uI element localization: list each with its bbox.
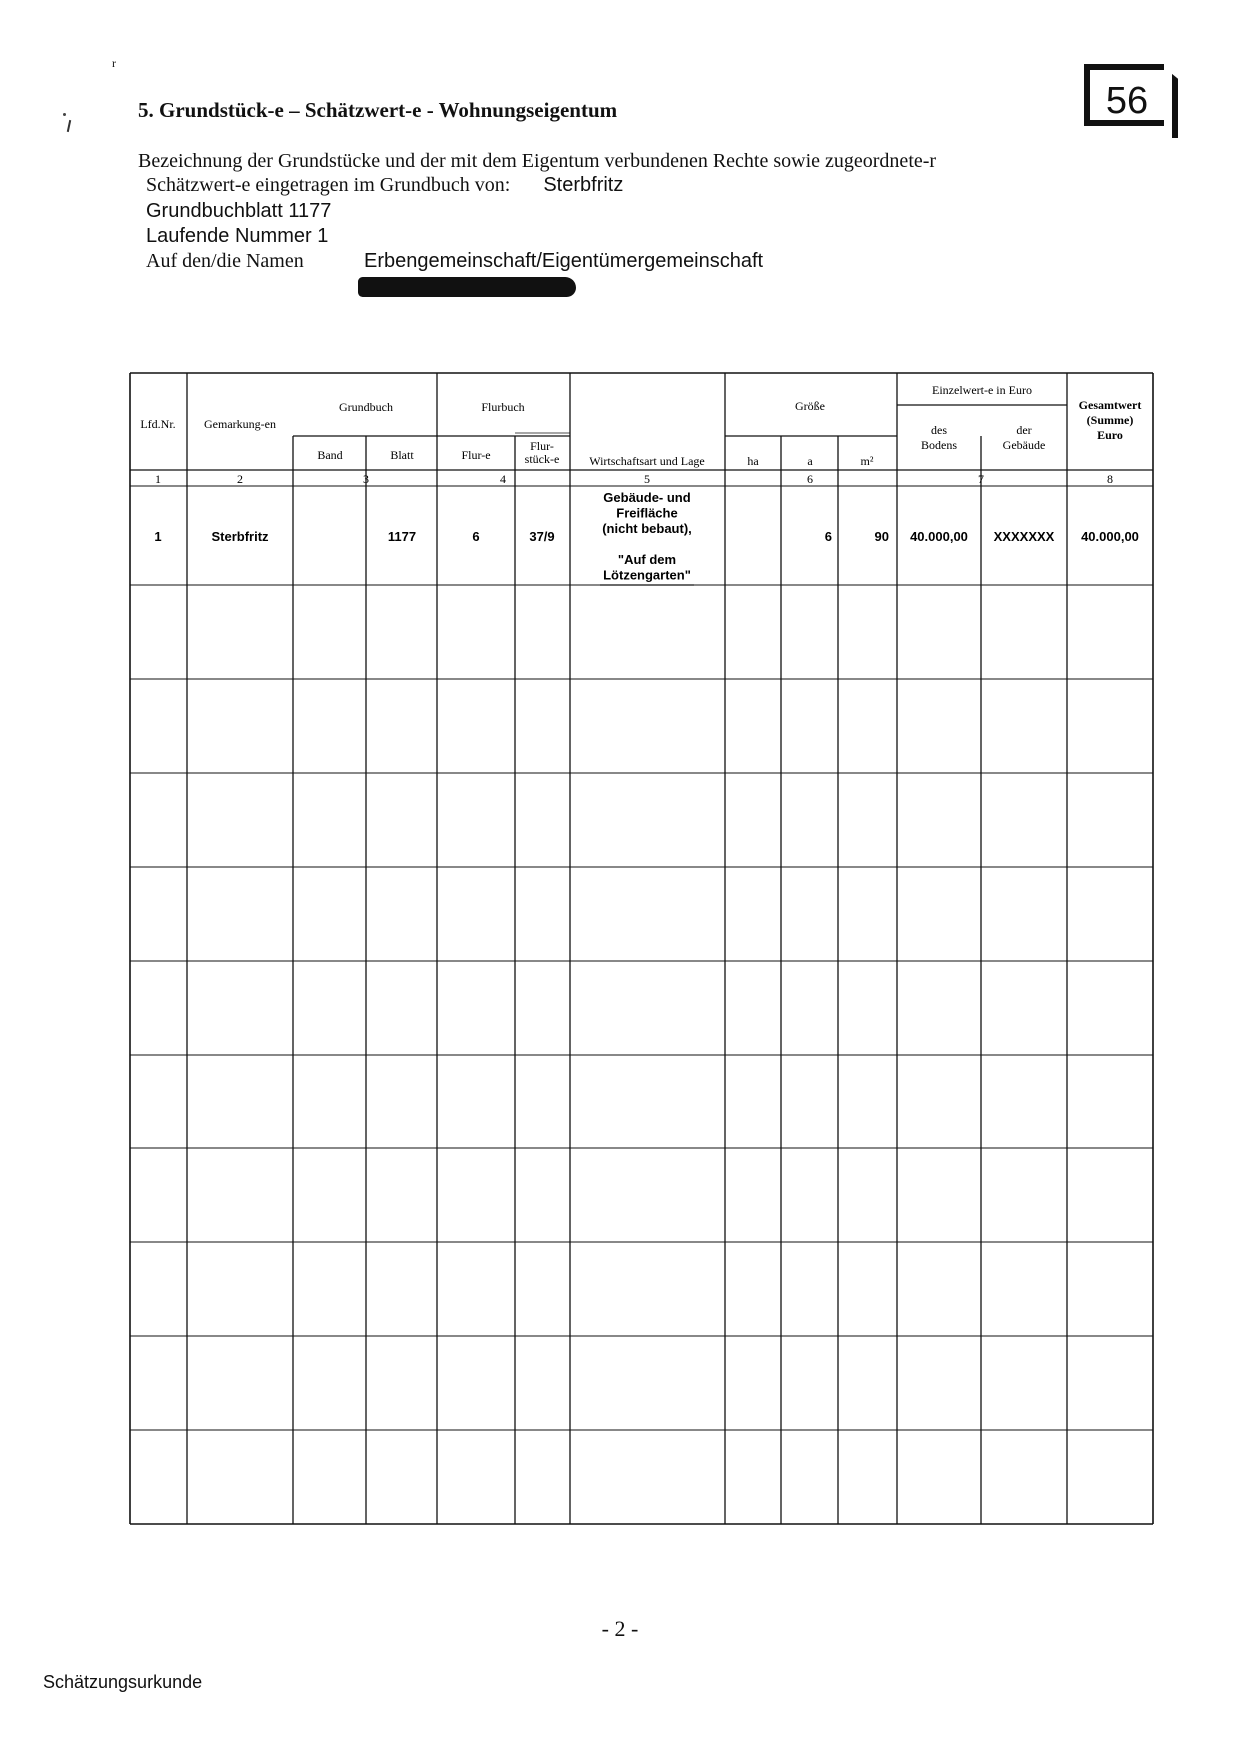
- cell-wirtschaftsart-line: Gebäude- und: [603, 490, 691, 505]
- header-flur: Flur-e: [461, 448, 491, 462]
- column-number-8: 8: [1107, 472, 1113, 486]
- laufende-nummer-line: Laufende Nummer 1: [146, 225, 329, 247]
- cell-wirtschaftsart-line: Freifläche: [616, 505, 678, 521]
- column-number-6: 6: [807, 472, 813, 486]
- header-bodens: Bodens: [921, 438, 957, 452]
- namen-label: Auf den/die Namen: [146, 250, 304, 272]
- cell-gemarkung: Sterbfritz: [211, 529, 269, 544]
- footer-document-name: Schätzungsurkunde: [43, 1672, 203, 1692]
- header-gesamtwert-2: (Summe): [1086, 413, 1134, 427]
- column-number-3: 3: [363, 472, 369, 486]
- header-ha: ha: [747, 454, 759, 468]
- column-number-4: 4: [500, 472, 506, 486]
- header-einzelwert: Einzelwert-e in Euro: [932, 383, 1032, 397]
- header-gebaeude: Gebäude: [1002, 438, 1046, 452]
- cell-flurstueck: 37/9: [529, 529, 555, 544]
- header-gemarkung: Gemarkung-en: [204, 417, 276, 431]
- header-der: der: [1016, 423, 1032, 437]
- column-number-2: 2: [237, 472, 243, 486]
- header-flurstueck-2: stück-e: [524, 452, 560, 466]
- eingetragen-value: Sterbfritz: [543, 174, 624, 196]
- cell-a: 6: [824, 529, 832, 544]
- column-number-7: 7: [978, 472, 984, 486]
- header-a: a: [807, 454, 813, 468]
- cell-wert-gebaeude: XXXXXXX: [993, 529, 1055, 544]
- cell-wert-boden: 40.000,00: [910, 529, 968, 544]
- cell-wirtschaftsart-line: (nicht bebaut),: [602, 521, 692, 536]
- header-blatt: Blatt: [390, 448, 414, 462]
- header-gesamtwert-1: Gesamtwert: [1078, 398, 1142, 412]
- scan-mark: r: [112, 56, 116, 70]
- header-band: Band: [317, 448, 343, 462]
- cell-lfd-nr: 1: [154, 529, 162, 544]
- intro-text: Bezeichnung der Grundstücke und der mit dem Eigentum verbundenen Rechte sowie zugeordnete-r: [138, 150, 937, 172]
- table-grid: [130, 373, 1153, 1524]
- page-number-badge: 56: [1084, 64, 1164, 126]
- column-number-5: 5: [644, 472, 650, 486]
- header-lfd-nr: Lfd.Nr.: [140, 417, 176, 431]
- cell-wirtschaftsart-line: Lötzengarten": [603, 567, 691, 583]
- column-number-1: 1: [155, 472, 161, 486]
- header-des: des: [931, 423, 947, 437]
- header-grundbuch: Grundbuch: [339, 400, 393, 414]
- cell-wirtschaftsart-line: "Auf dem: [617, 552, 677, 567]
- header-flurstueck-1: Flur-: [530, 439, 554, 453]
- namen-value: Erbengemeinschaft/Eigentümergemeinschaft: [364, 250, 764, 272]
- header-wirtschaftsart: Wirtschaftsart und Lage: [589, 454, 705, 468]
- page-title: 5. Grundstück-e – Schätzwert-e - Wohnungseigentum: [138, 98, 618, 122]
- eingetragen-label: Schätzwert-e eingetragen im Grundbuch von:: [146, 174, 511, 196]
- cell-blatt: 1177: [387, 529, 417, 544]
- header-gesamtwert-3: Euro: [1097, 428, 1123, 442]
- header-m2: m²: [860, 454, 874, 468]
- cell-m2: 90: [874, 529, 889, 544]
- footer-page-number: - 2 -: [601, 1616, 639, 1641]
- cell-gesamtwert: 40.000,00: [1081, 529, 1139, 544]
- grundbuchblatt-line: Grundbuchblatt 1177: [146, 200, 332, 222]
- table-labels: [140, 383, 1141, 583]
- header-groesse: Größe: [795, 399, 825, 413]
- cell-flur: 6: [472, 529, 480, 544]
- header-flurbuch: Flurbuch: [481, 400, 525, 414]
